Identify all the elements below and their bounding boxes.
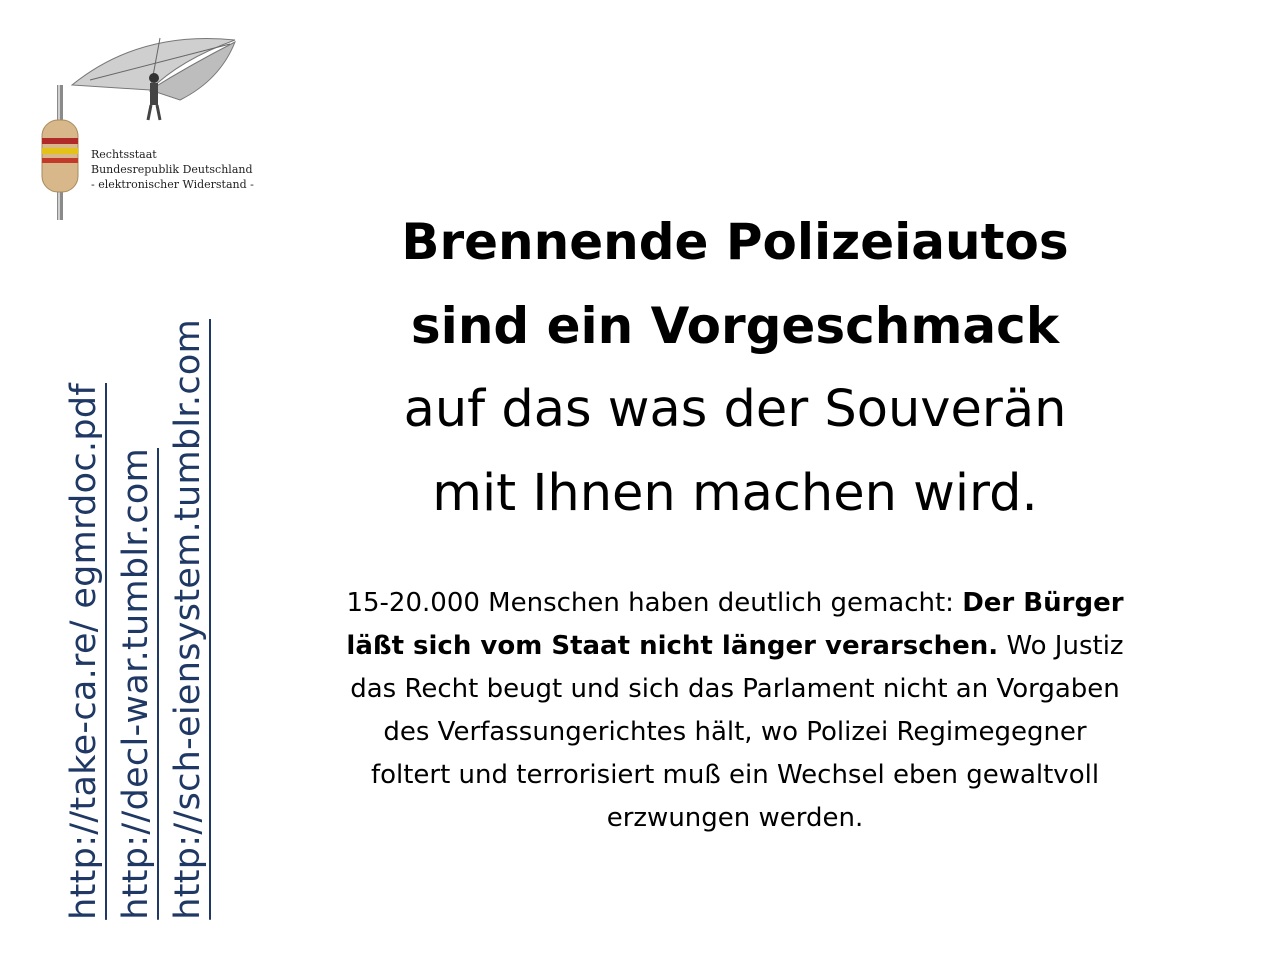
headline bbox=[340, 200, 1130, 536]
vertical-links bbox=[60, 320, 220, 920]
body-rest: Wo Justiz das Recht beugt und sich das Parlament nicht an Vorgaben des Verfassungerichtes hält, wo Polizei Regimegegner foltert und terrorisiert muß ein Wechsel eben gewaltvoll erzwungen werden. bbox=[350, 631, 1124, 833]
headline-line-4: mit Ihnen machen wird. bbox=[432, 464, 1038, 523]
headline-line-2: sind ein Vorgeschmack bbox=[410, 297, 1060, 355]
logo-line-2: Bundesrepublik Deutschland bbox=[91, 163, 253, 176]
logo bbox=[30, 30, 280, 230]
logo-line-1: Rechtsstaat bbox=[91, 148, 157, 161]
body-bold-statement: Der Bürger läßt sich vom Staat nicht länger verarschen. bbox=[346, 588, 1124, 661]
logo-caption bbox=[91, 147, 254, 192]
logo-line-3: - elektronischer Widerstand - bbox=[91, 178, 254, 191]
body-paragraph bbox=[340, 582, 1130, 840]
body-intro: 15-20.000 Menschen haben deutlich gemacht: bbox=[346, 588, 963, 618]
headline-line-1: Brennende Polizeiautos bbox=[401, 213, 1069, 271]
headline-line-3: auf das was der Souverän bbox=[403, 380, 1067, 439]
glider-resistor-icon bbox=[30, 30, 280, 230]
link-sch-eiensystem[interactable]: http://sch-eiensystem.tumblr.com bbox=[168, 319, 208, 920]
link-egmrdoc[interactable]: http://take-ca.re/ egmrdoc.pdf bbox=[64, 383, 104, 920]
main-content bbox=[340, 200, 1130, 840]
link-decl-war[interactable]: http://decl-war.tumblr.com bbox=[116, 448, 156, 920]
